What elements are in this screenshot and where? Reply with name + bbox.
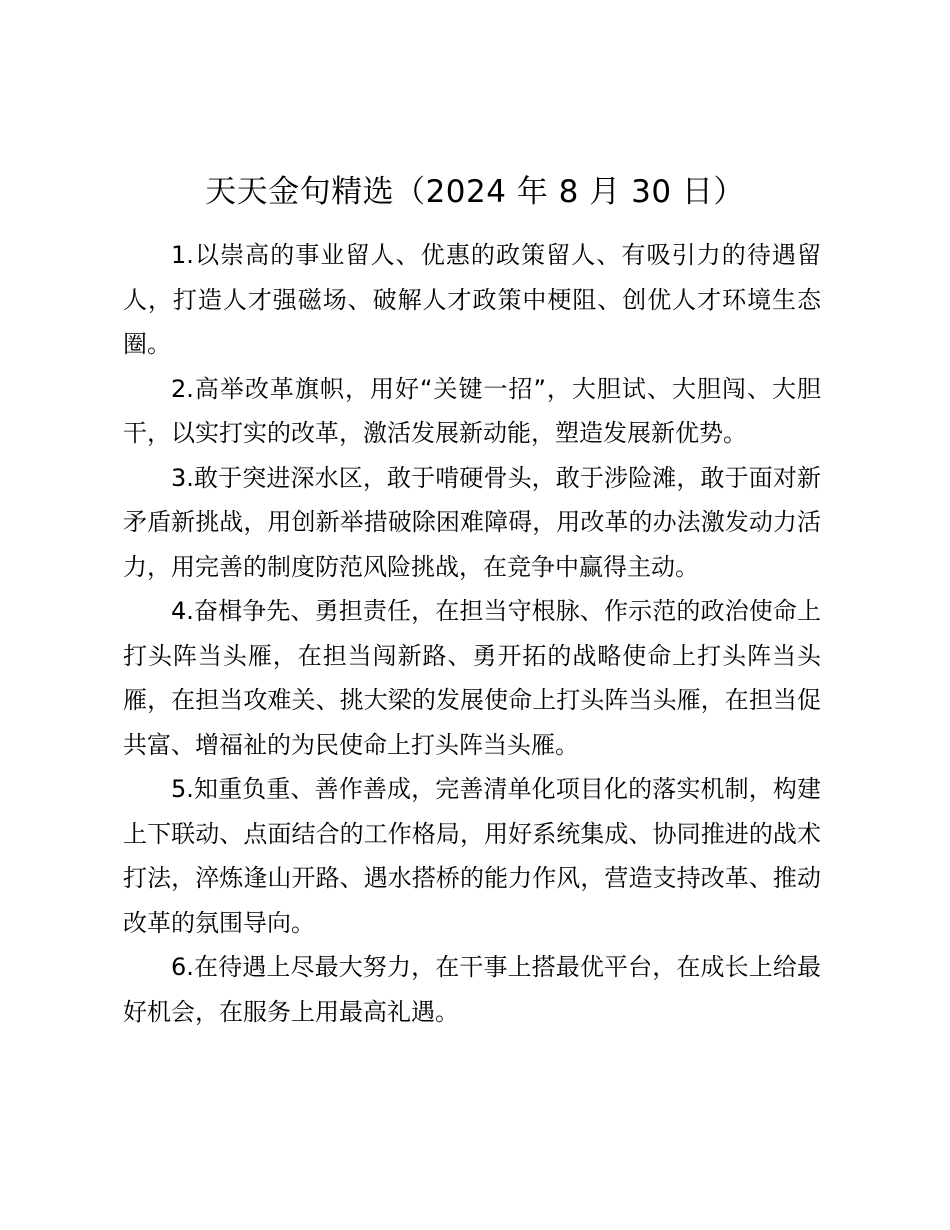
paragraph-6: 6.在待遇上尽最大努力，在干事上搭最优平台，在成长上给最好机会，在服务上用最高礼遇。 [123,953,821,1026]
paragraph-5: 5.知重负重、善作善成，完善清单化项目化的落实机制，构建上下联动、点面结合的工作格局，用好系统集成、协同推进的战术打法，淬炼逢山开路、遇水搭桥的能力作风，营造支持改革、推动改革的氛围导向。 [123,775,821,937]
document-body [123,233,821,1034]
paragraph-1: 1.以崇高的事业留人、优惠的政策留人、有吸引力的待遇留人，打造人才强磁场、破解人才政策中梗阻、创优人才环境生态圈。 [123,241,821,358]
document-title: 天天金句精选（2024 年 8 月 30 日） [205,174,745,210]
paragraph-4: 4.奋楫争先、勇担责任，在担当守根脉、作示范的政治使命上打头阵当头雁，在担当闯新路、勇开拓的战略使命上打头阵当头雁，在担当攻难关、挑大梁的发展使命上打头阵当头雁，在担当促共富、增福祉的为民使命上打头阵当头雁。 [123,597,821,759]
paragraph-2: 2.高举改革旗帜，用好“关键一招”，大胆试、大胆闯、大胆干，以实打实的改革，激活发展新动能，塑造发展新优势。 [123,374,821,447]
paragraph-3: 3.敢于突进深水区，敢于啃硬骨头，敢于涉险滩，敢于面对新矛盾新挑战，用创新举措破除困难障碍，用改革的办法激发动力活力，用完善的制度防范风险挑战，在竞争中赢得主动。 [123,463,821,581]
